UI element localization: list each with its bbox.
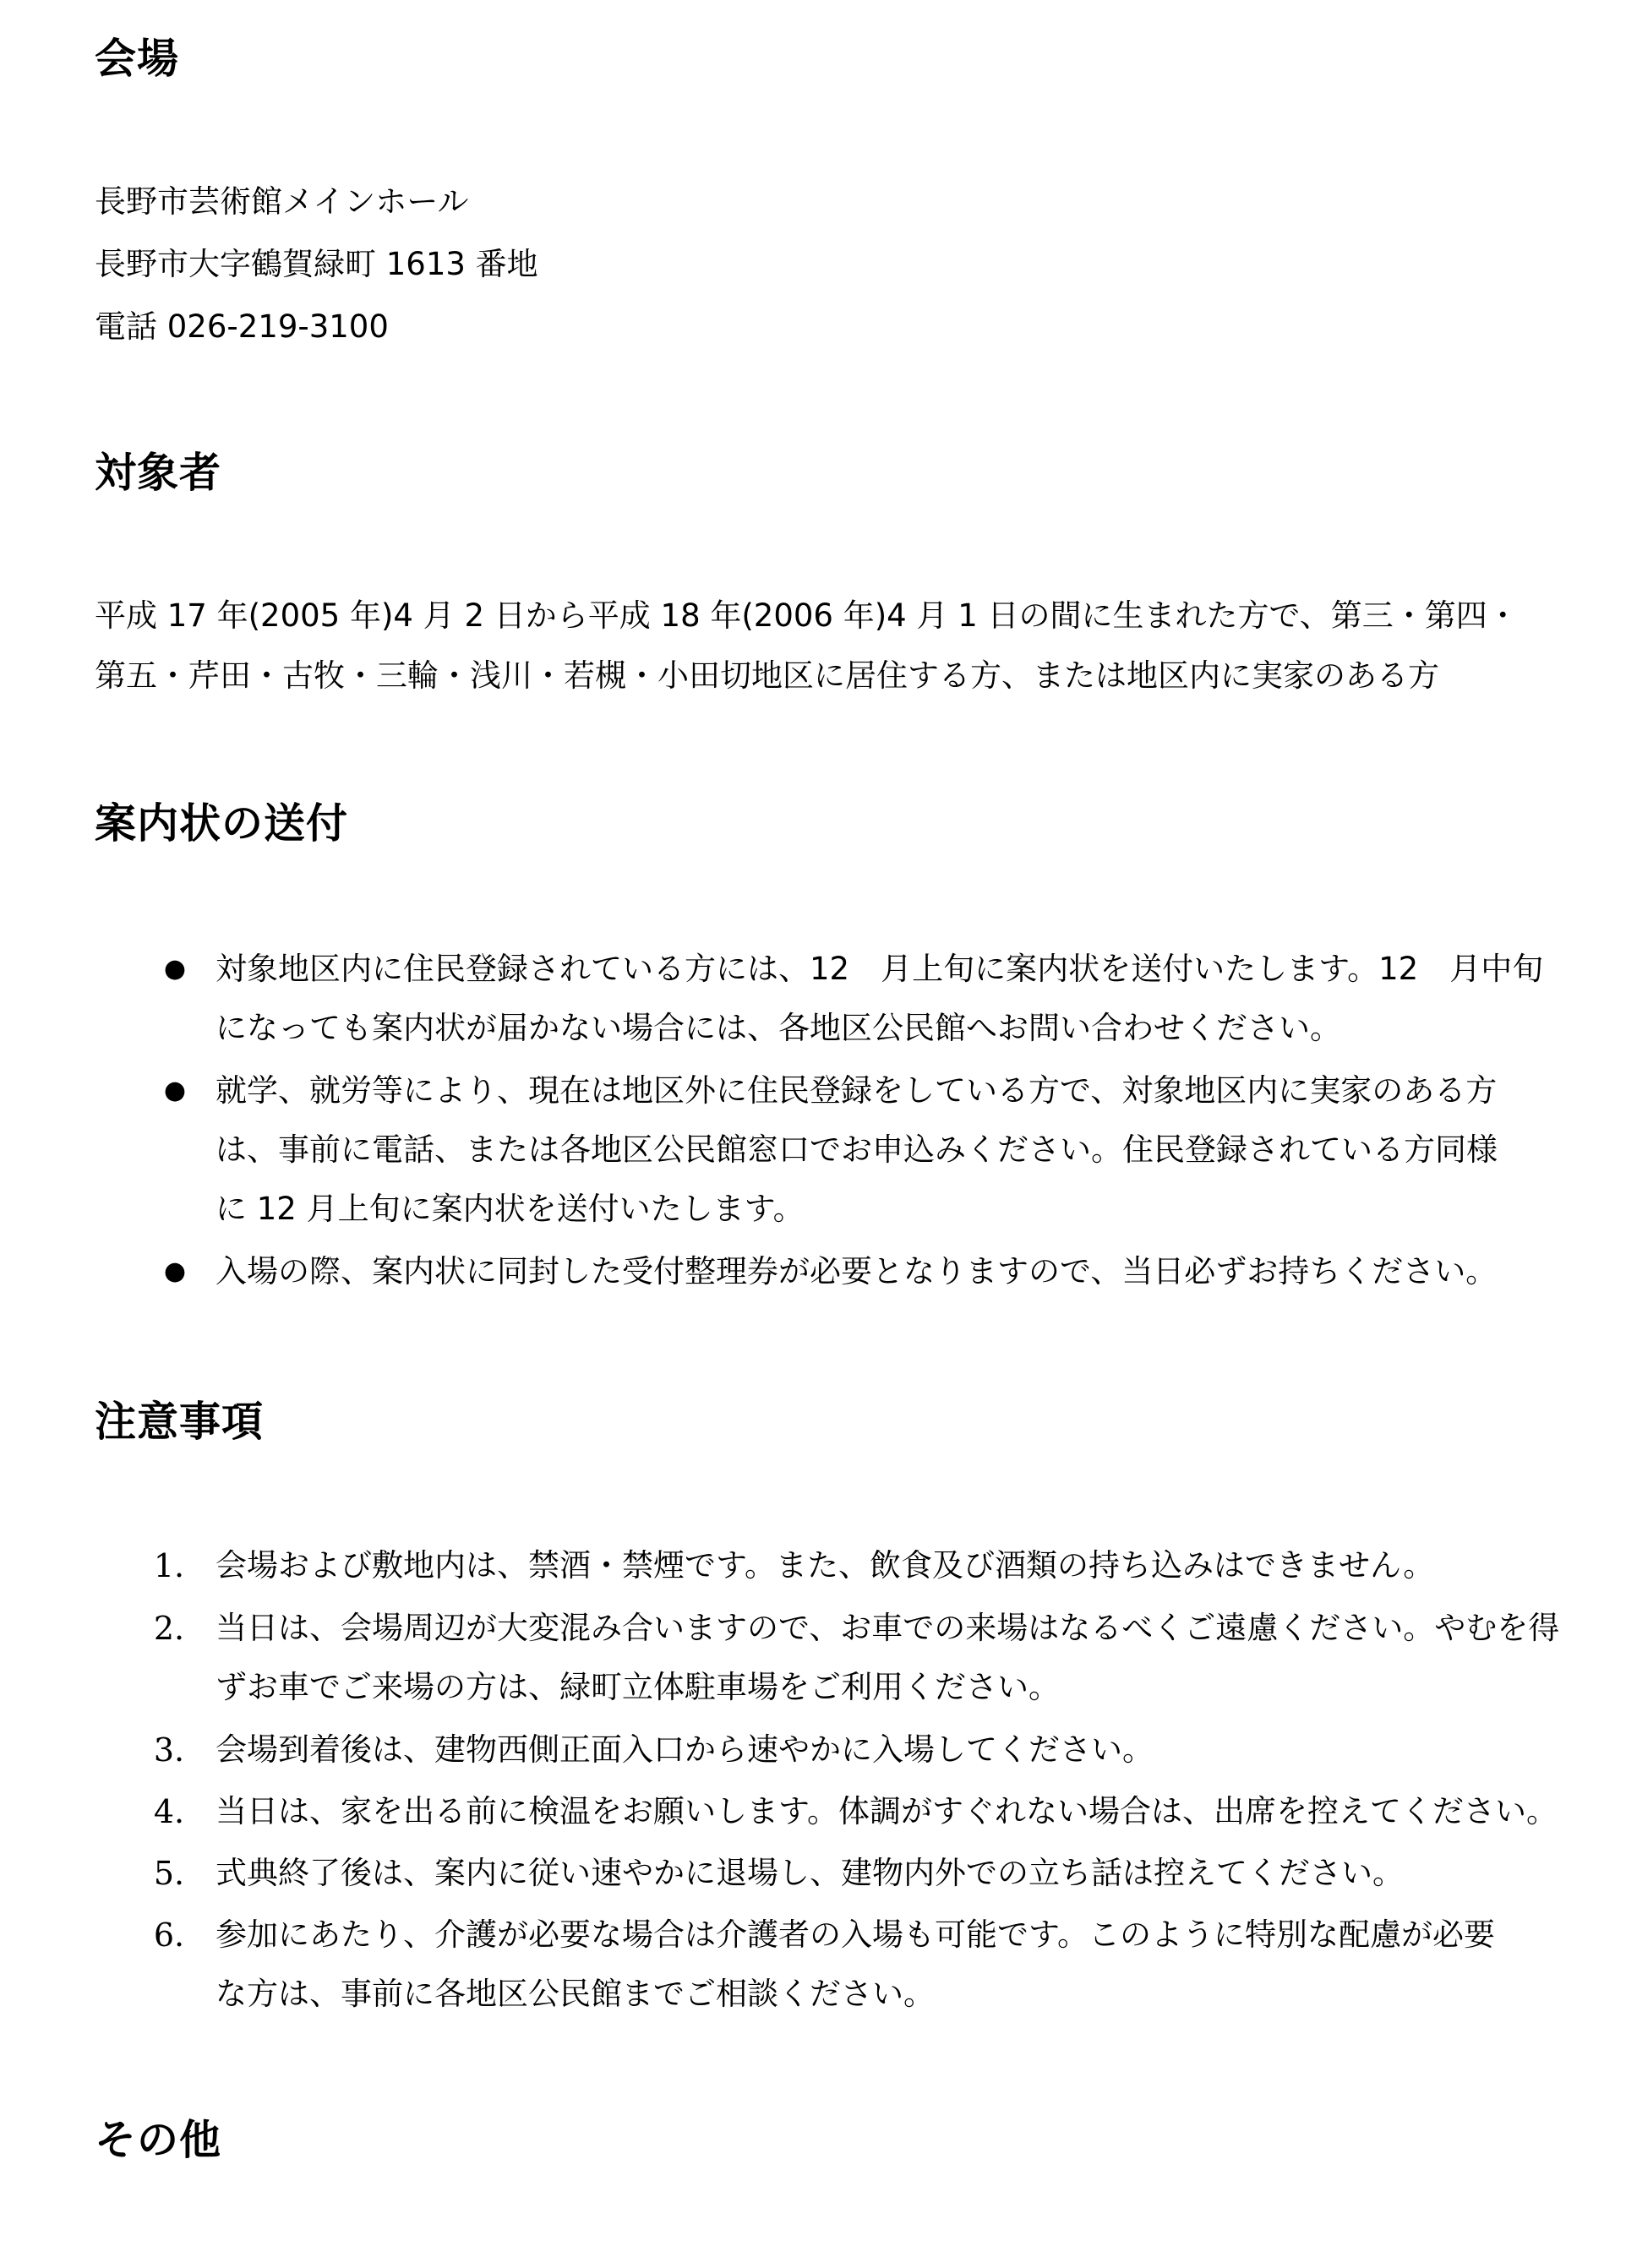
list-item-text: 参加にあたり、介護が必要な場合は介護者の入場も可能です。このように特別な配慮が必要: [216, 1916, 1496, 1953]
notes-heading: 注意事項: [95, 1398, 265, 1446]
list-number: 1.: [153, 1547, 185, 1584]
list-item-text: は、事前に電話、または各地区公民館窓口でお申込みください。住民登録されている方同様: [216, 1131, 1498, 1168]
list-item-text: 対象地区内に住民登録されている方には、12 月上旬に案内状を送付いたします。12 月中旬: [216, 951, 1544, 987]
list-item-text: 会場および敷地内は、禁酒・禁煙です。また、飲食及び酒類の持ち込みはできません。: [216, 1547, 1435, 1584]
venue-name: 長野市芸術館メインホール: [95, 183, 469, 220]
list-number: 2.: [153, 1610, 185, 1647]
list-number: 6.: [153, 1916, 185, 1954]
list-item-text: になっても案内状が届かない場合には、各地区公民館へお問い合わせください。: [216, 1010, 1341, 1046]
list-number: 4.: [153, 1793, 185, 1830]
invitation-heading: 案内状の送付: [95, 799, 349, 848]
target-text-line-1: 平成 17 年(2005 年)4 月 2 日から平成 18 年(2006 年)4 月 1 日の間に生まれた方で、第三・第四・: [95, 597, 1519, 634]
venue-address: 長野市大字鶴賀緑町 1613 番地: [95, 246, 538, 282]
bullet-icon: ●: [163, 954, 187, 984]
venue-phone: 電話 026-219-3100: [95, 308, 389, 345]
other-heading: その他: [95, 2116, 222, 2164]
list-item-text: 式典終了後は、案内に従い速やかに退場し、建物内外での立ち話は控えてください。: [216, 1855, 1404, 1891]
bullet-icon: ●: [163, 1076, 187, 1105]
bullet-icon: ●: [163, 1257, 187, 1286]
list-item-text: 入場の際、案内状に同封した受付整理券が必要となりますので、当日必ずお持ちください。: [216, 1253, 1498, 1289]
target-heading: 対象者: [95, 449, 222, 497]
list-item-text: 当日は、会場周辺が大変混み合いますので、お車での来場はなるべくご遠慮ください。やむを得: [216, 1610, 1560, 1646]
list-item-text: に 12 月上旬に案内状を送付いたします。: [216, 1191, 805, 1227]
venue-heading: 会場: [95, 35, 180, 83]
list-item-text: 当日は、家を出る前に検温をお願いします。体調がすぐれない場合は、出席を控えてください。: [216, 1793, 1558, 1829]
list-number: 5.: [153, 1855, 185, 1892]
list-item-text: 会場到着後は、建物西側正面入口から速やかに入場してください。: [216, 1731, 1154, 1768]
list-number: 3.: [153, 1731, 185, 1769]
target-text-line-2: 第五・芹田・古牧・三輪・浅川・若槻・小田切地区に居住する方、または地区内に実家のある方: [95, 657, 1439, 694]
list-item-text: な方は、事前に各地区公民館までご相談ください。: [216, 1976, 935, 2012]
list-item-text: ずお車でご来場の方は、緑町立体駐車場をご利用ください。: [216, 1669, 1060, 1705]
list-item-text: 就学、就労等により、現在は地区外に住民登録をしている方で、対象地区内に実家のある方: [216, 1072, 1498, 1109]
